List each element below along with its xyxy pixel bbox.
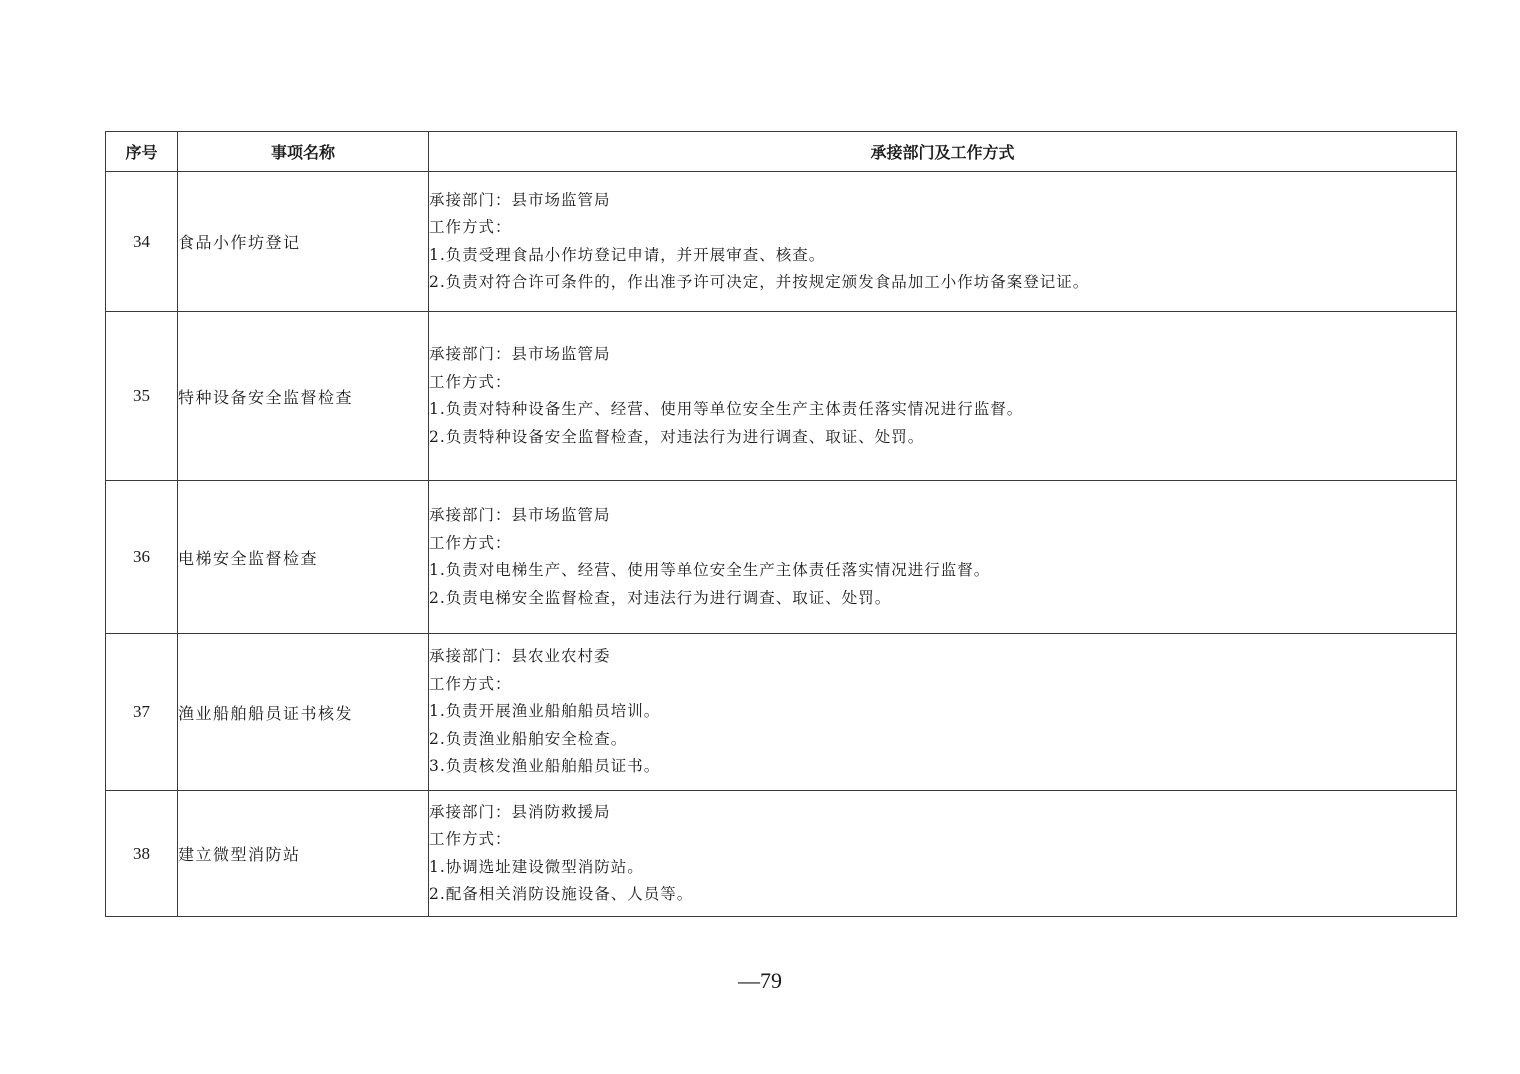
description-line: 工作方式： bbox=[429, 218, 512, 236]
row-description bbox=[429, 634, 1457, 791]
row-index: 37 bbox=[106, 634, 178, 791]
row-description bbox=[429, 172, 1457, 312]
row-index: 36 bbox=[106, 481, 178, 634]
description-line: 工作方式： bbox=[429, 533, 512, 552]
table-row bbox=[106, 634, 1457, 791]
row-item-name: 食品小作坊登记 bbox=[178, 172, 429, 312]
page-number: —79 bbox=[738, 968, 782, 993]
row-index: 38 bbox=[106, 791, 178, 917]
description-line: 承接部门：县市场监管局 bbox=[429, 190, 611, 209]
table-row bbox=[106, 791, 1457, 917]
description-line: 2.负责电梯安全监督检查，对违法行为进行调查、取证、处罚。 bbox=[429, 588, 892, 607]
row-index: 35 bbox=[106, 312, 178, 481]
description-line: 3.负责核发渔业船舶船员证书。 bbox=[429, 757, 661, 776]
header-index: 序号 bbox=[106, 132, 178, 172]
description-line: 1.负责对电梯生产、经营、使用等单位安全生产主体责任落实情况进行监督。 bbox=[429, 561, 991, 579]
description-line: 承接部门：县市场监管局 bbox=[429, 506, 611, 524]
description-line: 承接部门：县农业农村委 bbox=[429, 647, 611, 666]
description-line: 1.负责对特种设备生产、经营、使用等单位安全生产主体责任落实情况进行监督。 bbox=[429, 400, 1024, 418]
table-row bbox=[106, 481, 1457, 634]
description-line: 工作方式： bbox=[429, 830, 512, 848]
header-dept-method: 承接部门及工作方式 bbox=[429, 132, 1457, 172]
table-row bbox=[106, 312, 1457, 481]
description-line: 2.负责对符合许可条件的，作出准予许可决定，并按规定颁发食品加工小作坊备案登记证。 bbox=[429, 273, 1090, 291]
description-line: 2.负责渔业船舶安全检查。 bbox=[429, 729, 628, 748]
description-line: 1.负责受理食品小作坊登记申请，并开展审查、核查。 bbox=[429, 245, 826, 264]
description-line: 1.协调选址建设微型消防站。 bbox=[429, 857, 644, 876]
description-line: 承接部门：县消防救援局 bbox=[429, 802, 611, 821]
row-index: 34 bbox=[106, 172, 178, 312]
row-item-name: 建立微型消防站 bbox=[178, 791, 429, 917]
row-description bbox=[429, 312, 1457, 481]
row-description bbox=[429, 481, 1457, 634]
description-line: 工作方式： bbox=[429, 674, 512, 693]
row-item-name: 特种设备安全监督检查 bbox=[178, 312, 429, 481]
description-line: 承接部门：县市场监管局 bbox=[429, 345, 611, 363]
row-item-name: 电梯安全监督检查 bbox=[178, 481, 429, 634]
header-item-name: 事项名称 bbox=[178, 132, 429, 172]
table-header-row bbox=[106, 132, 1457, 172]
description-line: 2.负责特种设备安全监督检查，对违法行为进行调查、取证、处罚。 bbox=[429, 427, 925, 446]
row-description bbox=[429, 791, 1457, 917]
description-line: 2.配备相关消防设施设备、人员等。 bbox=[429, 885, 694, 903]
row-item-name: 渔业船舶船员证书核发 bbox=[178, 634, 429, 791]
items-table bbox=[105, 131, 1457, 917]
table-row bbox=[106, 172, 1457, 312]
description-line: 工作方式： bbox=[429, 372, 512, 391]
description-line: 1.负责开展渔业船舶船员培训。 bbox=[429, 702, 661, 721]
